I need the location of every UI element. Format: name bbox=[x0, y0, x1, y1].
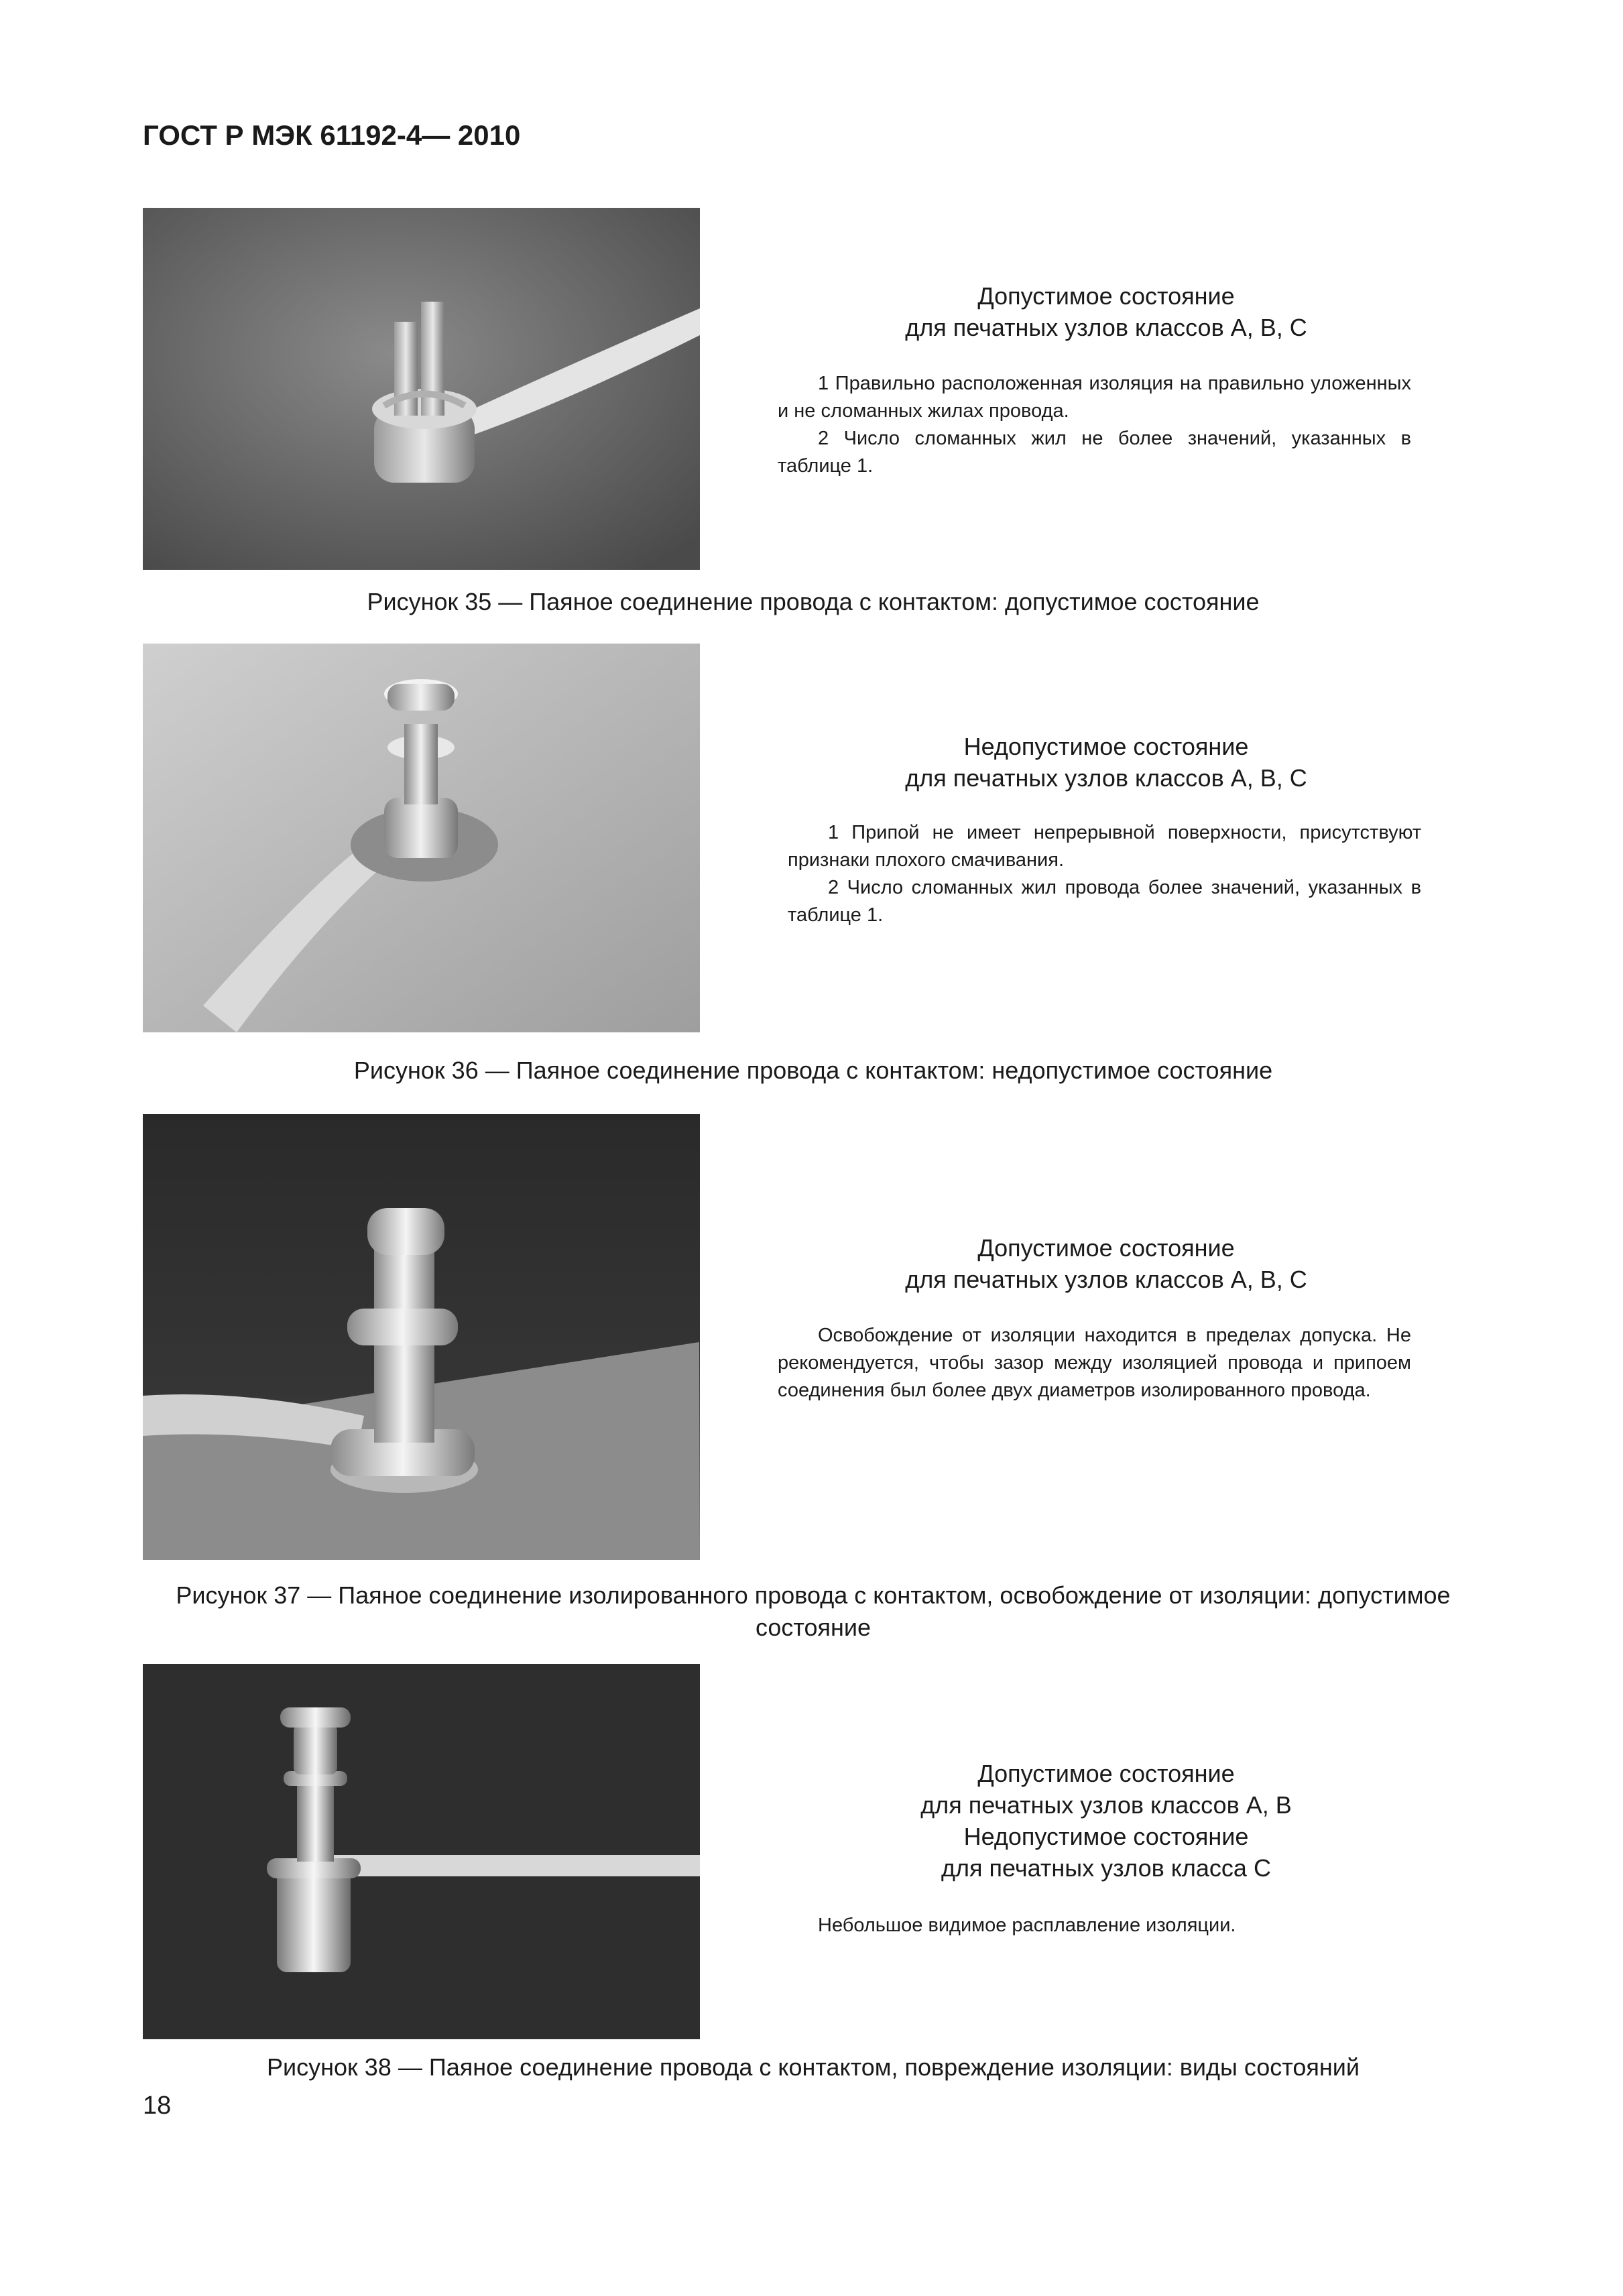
figure-35-caption: Рисунок 35 — Паяное соединение провода с контактом: допустимое состояние bbox=[367, 588, 1260, 615]
figure-37-caption: Рисунок 37 — Паяное соединение изолированного провода с контактом, освобождение от изоляции: допустимое состояние bbox=[176, 1581, 1451, 1641]
status-line: Недопустимое состояние bbox=[963, 733, 1249, 760]
status-line: Допустимое состояние bbox=[977, 1234, 1235, 1262]
document-header: ГОСТ Р МЭК 61192-4— 2010 bbox=[143, 119, 521, 151]
figure-38-caption: Рисунок 38 — Паяное соединение провода с контактом, повреждение изоляции: виды состояний bbox=[267, 2053, 1360, 2081]
figure-38-status bbox=[771, 1758, 1441, 1884]
status-line: для печатных узлов класса С bbox=[941, 1854, 1271, 1882]
figure-36-photo bbox=[143, 644, 700, 1032]
note-paragraph: Освобождение от изоляции находится в пределах допуска. Не рекомендуется, чтобы зазор между изоляцией провода и припоем соединения был более двух диаметров изолированного провода. bbox=[778, 1325, 1411, 1401]
status-line: для печатных узлов классов А, В, С bbox=[905, 1266, 1307, 1293]
figure-37-notes bbox=[778, 1322, 1411, 1404]
figure-36-status bbox=[771, 731, 1441, 794]
figure-35-photo bbox=[143, 208, 700, 570]
figure-37-photo bbox=[143, 1114, 700, 1560]
note-paragraph: 1 Правильно расположенная изоляция на правильно уложенных и не сломанных жилах провода. bbox=[778, 373, 1411, 422]
figure-38-photo bbox=[143, 1664, 700, 2039]
status-line: Допустимое состояние bbox=[977, 1760, 1235, 1787]
page-number: 18 bbox=[143, 2092, 172, 2120]
note-paragraph: 2 Число сломанных жил провода более значений, указанных в таблице 1. bbox=[788, 877, 1421, 926]
status-line: для печатных узлов классов А, В, С bbox=[905, 764, 1307, 792]
status-line: для печатных узлов классов А, В bbox=[920, 1791, 1292, 1819]
figure-37-status bbox=[771, 1232, 1441, 1295]
note-paragraph: Небольшое видимое расплавление изоляции. bbox=[818, 1915, 1236, 1936]
status-line: Недопустимое состояние bbox=[963, 1823, 1249, 1850]
note-paragraph: 2 Число сломанных жил не более значений, указанных в таблице 1. bbox=[778, 428, 1411, 477]
note-paragraph: 1 Припой не имеет непрерывной поверхности, присутствуют признаки плохого смачивания. bbox=[788, 822, 1421, 871]
figure-38-notes bbox=[818, 1912, 1421, 1939]
figure-35-status bbox=[771, 280, 1441, 343]
status-line: Допустимое состояние bbox=[977, 282, 1235, 310]
status-line: для печатных узлов классов А, В, С bbox=[905, 314, 1307, 341]
figure-36-caption: Рисунок 36 — Паяное соединение провода с контактом: недопустимое состояние bbox=[353, 1056, 1273, 1084]
figure-35-notes bbox=[778, 370, 1411, 480]
figure-36-notes bbox=[788, 819, 1421, 929]
